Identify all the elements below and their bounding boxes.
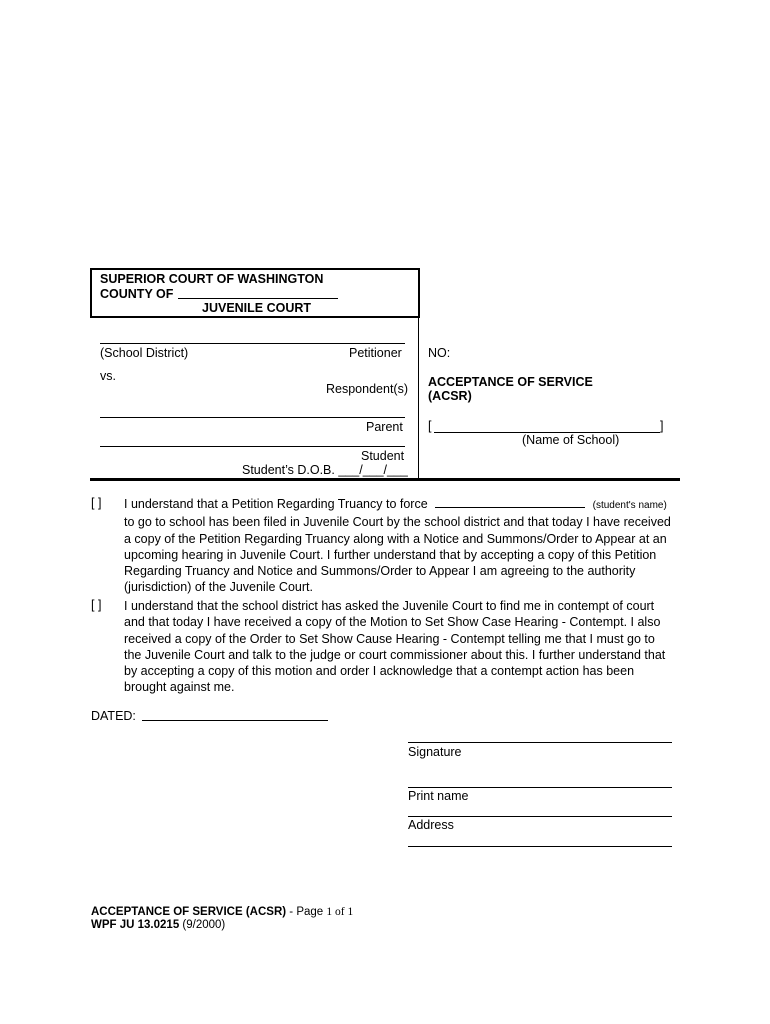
statement-2-line: by accepting a copy of this motion and order I acknowledge that a contempt action has been [124, 664, 635, 679]
date-blank[interactable] [142, 720, 328, 721]
caption-bottom-rule [90, 478, 680, 481]
footer-page-prefix: - Page [286, 906, 327, 918]
court-name: SUPERIOR COURT OF WASHINGTON [100, 272, 324, 286]
statement-2-line: brought against me. [124, 680, 235, 695]
student-dob-row [242, 463, 408, 477]
student-dob-label: Student’s D.O.B. [242, 463, 335, 477]
address-label: Address [408, 818, 454, 832]
dated-label: DATED: [91, 709, 136, 723]
school-bracket-close: ] [660, 419, 664, 433]
student-blank[interactable] [100, 446, 405, 447]
statement-1-line: a copy of the Petition Regarding Truancy along with a Notice and Summons/Order to Appear at an [124, 531, 667, 546]
school-name-label: (Name of School) [522, 433, 620, 447]
statement-1-line: (jurisdiction) of the Juvenile Court. [124, 580, 313, 595]
school-district-blank[interactable] [100, 343, 405, 344]
school-district-label: (School District) [100, 346, 189, 360]
address-line-1[interactable] [408, 816, 672, 817]
statement-2-line: received a copy of the Order to Set Show Cause Hearing - Contempt telling me that I must go to [124, 631, 655, 646]
student-dob-blank[interactable]: ___/___/___ [338, 463, 408, 477]
county-line [100, 287, 173, 302]
caption-divider [418, 268, 419, 480]
document-title-abbrev: (ACSR) [428, 389, 472, 403]
address-line-2[interactable] [408, 846, 672, 847]
county-blank[interactable] [178, 298, 338, 299]
juvenile-court-label: JUVENILE COURT [202, 301, 312, 315]
footer-code-row [91, 919, 225, 931]
footer-title-row [91, 906, 353, 918]
statement-1 [124, 496, 680, 596]
statement-2-checkbox[interactable]: [ ] [91, 598, 102, 612]
print-name-label: Print name [408, 789, 469, 803]
parent-label: Parent [366, 420, 403, 434]
statement-1-line: to go to school has been filed in Juvenile Court by the school district and that today I have received [124, 515, 671, 530]
statement-1-checkbox[interactable]: [ ] [91, 496, 102, 510]
court-caption-box [90, 268, 420, 318]
footer-form-code: WPF JU 13.0215 [91, 919, 180, 931]
parent-blank[interactable] [100, 417, 405, 418]
student-name-hint: (student's name) [592, 500, 667, 511]
statement-1-first-line [124, 496, 680, 514]
footer-form-title: ACCEPTANCE OF SERVICE (ACSR) [91, 906, 287, 918]
case-number-label: NO: [428, 346, 451, 360]
print-name-line[interactable] [408, 787, 672, 788]
school-bracket-open: [ [428, 419, 432, 433]
county-label: COUNTY OF [100, 287, 174, 301]
statement-1-text-start: I understand that a Petition Regarding Truancy to force [124, 497, 428, 511]
statement-2-line: I understand that the school district has asked the Juvenile Court to find me in contempt of court [124, 599, 655, 613]
signature-label: Signature [408, 745, 462, 759]
document-title: ACCEPTANCE OF SERVICE [428, 375, 593, 389]
signature-line[interactable] [408, 742, 672, 743]
statement-2 [124, 598, 680, 696]
footer-form-date: (9/2000) [179, 919, 226, 931]
statement-2-line: and that today I have received a copy of the Motion to Set Show Case Hearing - Contempt. I also [124, 615, 661, 630]
petitioner-label: Petitioner [349, 346, 402, 360]
statement-2-line: the Juvenile Court and talk to the judge or court commissioner about this. I further understand that [124, 647, 666, 662]
respondents-label: Respondent(s) [326, 382, 408, 396]
statement-1-line: upcoming hearing in Juvenile Court. I further understand that by accepting a copy of this Petition [124, 547, 657, 562]
student-label: Student [361, 449, 405, 463]
student-name-blank[interactable] [435, 496, 585, 508]
statement-1-line: Regarding Truancy and Notice and Summons/Order to Appear I am agreeing to the authority [124, 564, 636, 579]
vs-label: vs. [100, 369, 116, 383]
footer-page-number: 1 of 1 [326, 906, 354, 918]
